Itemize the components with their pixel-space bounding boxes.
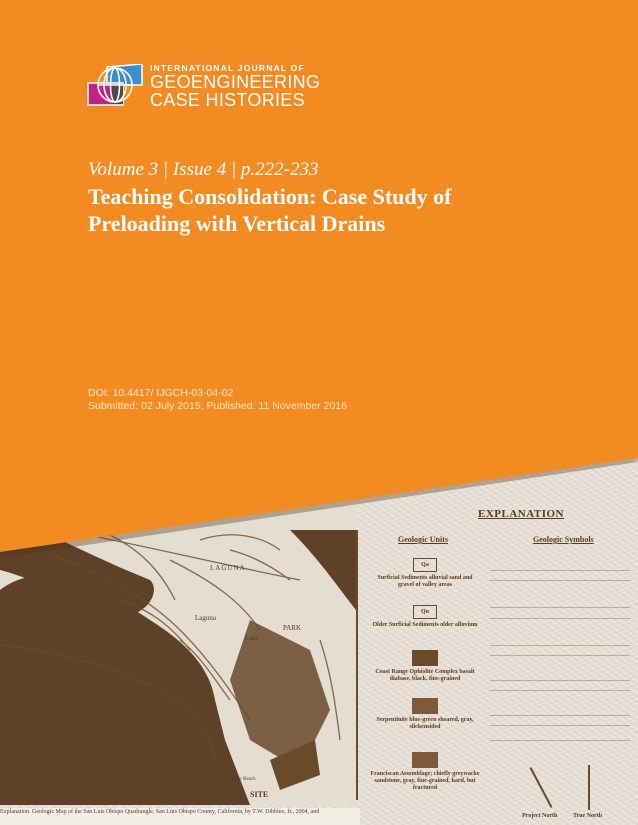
article-title <box>88 183 588 237</box>
svg-text:LAGUNA: LAGUNA <box>210 564 246 572</box>
svg-text:PARK: PARK <box>283 624 302 632</box>
legend-units-header: Geologic Units <box>398 535 448 544</box>
legend-symbols-header: Geologic Symbols <box>533 535 594 544</box>
article-meta <box>88 387 347 413</box>
unit-description: Serpentinite blue-green sheared, gray, slickensided <box>376 717 474 730</box>
legend-title: EXPLANATION <box>478 508 564 520</box>
article-title-line1: Teaching Consolidation: Case Study of <box>88 184 452 209</box>
unit-description: Coast Range Ophiolite Complex basalt diabase, black, fine-grained <box>375 669 475 682</box>
doi: DOI: 10.4417/ IJGCH-03-04-02 <box>88 387 234 399</box>
project-north-label: Project North <box>522 813 558 819</box>
issue-info: Volume 3 | Issue 4 | p.222-233 <box>88 159 319 180</box>
submission-dates: Submitted: 02 July 2015; Published: 11 November 2016 <box>88 400 347 412</box>
journal-logo-icon <box>87 64 143 106</box>
article-title-line2: Preloading with Vertical Drains <box>88 211 386 236</box>
unit-description: Franciscan Assemblage; chiefly greywacke sandstone, gray, fine-grained, hard, but fractured <box>370 771 480 791</box>
journal-name <box>150 63 320 109</box>
journal-name-line1: INTERNATIONAL JOURNAL OF <box>150 63 305 73</box>
svg-text:SITE: SITE <box>250 790 269 799</box>
svg-text:Laguna: Laguna <box>195 614 216 622</box>
svg-text:Pacific Beach: Pacific Beach <box>228 777 256 782</box>
unit-swatch: Qa <box>413 558 437 572</box>
journal-name-line2: GEOENGINEERING <box>150 72 321 92</box>
unit-swatch: Qu <box>413 605 437 619</box>
unit-description: Surficial Sediments alluvial sand and gravel of valley areas <box>377 575 473 588</box>
true-north-label: True North <box>573 813 603 819</box>
map-caption: Explanation. Geologic Map of the San Luis Obispo Quadrangle, San Luis Obispo County, California, by T.W. Dibblee, Jr., 2004, and <box>0 808 360 825</box>
unit-description: Older Surficial Sediments older alluvium <box>372 622 478 628</box>
journal-name-line3: CASE HISTORIES <box>150 90 305 110</box>
svg-text:Lake: Lake <box>245 634 259 642</box>
